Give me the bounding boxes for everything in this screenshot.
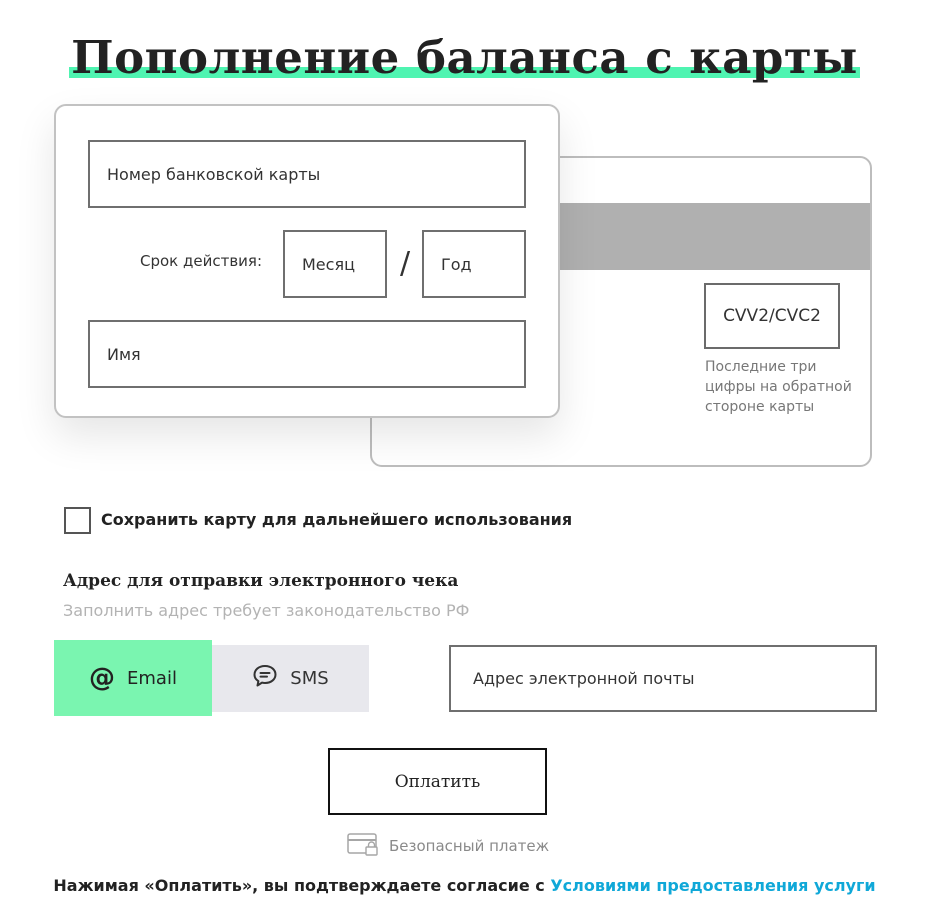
at-icon: @: [89, 663, 116, 693]
save-card-label[interactable]: Сохранить карту для дальнейшего использования: [101, 510, 573, 529]
expiry-month-input[interactable]: Месяц: [283, 230, 387, 298]
expiry-label: Срок действия:: [140, 252, 262, 270]
terms-prefix: Нажимая «Оплатить», вы подтверждаете согласие с: [53, 876, 551, 895]
secure-payment: [347, 832, 549, 860]
secure-card-icon: [347, 832, 379, 860]
receipt-title: Адрес для отправки электронного чека: [63, 571, 459, 591]
cvv-input[interactable]: CVV2/CVC2: [704, 283, 840, 349]
tab-email-label: Email: [127, 667, 177, 689]
terms-text: [0, 876, 929, 895]
tab-sms-label: SMS: [290, 668, 329, 689]
email-input[interactable]: Адрес электронной почты: [449, 645, 877, 712]
page-title-wrap: [0, 28, 929, 88]
expiry-separator: /: [400, 246, 411, 281]
receipt-subtitle: Заполнить адрес требует законодательство РФ: [63, 601, 470, 620]
tab-email[interactable]: [54, 640, 212, 716]
terms-link[interactable]: Условиями предоставления услуги: [550, 876, 876, 895]
cvv-hint: Последние три цифры на обратной стороне карты: [705, 359, 852, 415]
expiry-year-input[interactable]: Год: [422, 230, 526, 298]
tab-sms[interactable]: [212, 645, 369, 712]
card-front: [54, 104, 560, 418]
secure-payment-label: Безопасный платеж: [389, 837, 550, 855]
save-card-checkbox[interactable]: [64, 507, 91, 534]
chat-icon: [252, 663, 278, 694]
cardholder-name-input[interactable]: Имя: [88, 320, 526, 388]
pay-button[interactable]: Оплатить: [328, 748, 547, 815]
page-title: Пополнение баланса с карты: [69, 28, 860, 88]
card-number-input[interactable]: Номер банковской карты: [88, 140, 526, 208]
